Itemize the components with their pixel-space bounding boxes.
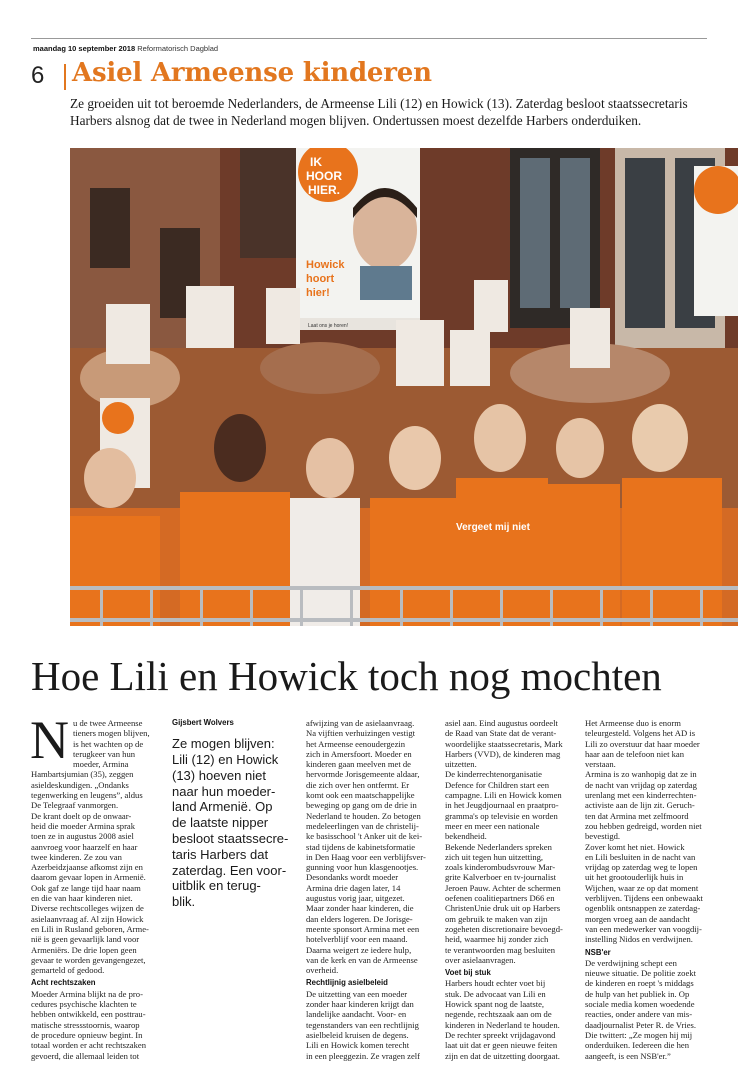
article-column-4 xyxy=(445,718,575,1061)
text-line: campagne. Lili en Howick komen xyxy=(445,790,562,801)
text-line: gevoerd, die allemaal leiden tot xyxy=(31,1050,140,1061)
text-line: De verdwijning schept een xyxy=(585,957,677,968)
text-line: uitblik en terug- xyxy=(172,878,261,894)
paragraph xyxy=(306,728,436,872)
text-line: en Lili besluiten in de nacht van xyxy=(585,851,696,862)
text-line: Zover komt het niet. Howick xyxy=(585,841,685,852)
text-line: kinderen in Nederland te houden. xyxy=(445,1019,560,1030)
text-line: afwijzing van de asielaanvraag. xyxy=(306,718,415,728)
paragraph xyxy=(445,842,575,966)
text-line: Die twittert: „Ze mogen hij mij xyxy=(585,1029,693,1040)
text-line: de procedure opnieuw begint. In xyxy=(31,1029,143,1040)
text-line: Harbers houdt echter voet bij xyxy=(445,978,546,989)
text-line: Desondanks wordt moeder xyxy=(306,872,399,883)
text-line: in een pleeggezin. Ze vragen zelf xyxy=(306,1050,421,1061)
text-line: uitzetten. xyxy=(445,759,477,770)
text-line: gunning voor hun klasgenootjes. xyxy=(306,862,419,873)
text-line: Daarna weigert ze iedere hulp, xyxy=(306,944,412,955)
text-line: overheid. xyxy=(306,965,339,976)
shirt-text: Vergeet mij niet xyxy=(456,522,530,533)
text-line: asiel aan. Eind augustus oordeelt xyxy=(445,718,558,728)
text-line: Ook gaf ze lange tijd haar naam xyxy=(31,882,141,893)
page-number: 6 xyxy=(31,62,45,89)
text-line: teleurgesteld. Volgens het AD is xyxy=(585,728,696,739)
text-line: activiste aan de lijn zit. Geruch- xyxy=(585,800,695,811)
text-line: zogeheten discretionaire bevoegd- xyxy=(445,923,563,934)
text-line: bevestigd. xyxy=(585,831,621,842)
text-line: toen ze in augustus 2008 asiel xyxy=(31,831,134,842)
text-line: om gebruik te maken van zijn xyxy=(445,913,548,924)
subheading: Rechtlijnig asielbeleid xyxy=(306,978,388,988)
text-line: Armeniërs. De drie lopen geen xyxy=(31,944,137,955)
text-line: twee kinderen. Ze zou van xyxy=(31,851,122,862)
text-line: zou hebben gedreigd, worden niet xyxy=(585,820,702,831)
text-line: augustus vorig jaar, uitgezet. xyxy=(306,893,405,904)
paragraph xyxy=(31,903,161,975)
text-line: ten dat Armina met zelfmoord xyxy=(585,810,689,821)
text-line: tegenwerking en leugens”, aldus xyxy=(31,790,143,801)
text-line: kinderen gaan meelven met de xyxy=(306,759,411,770)
text-line: de kinderen en roept 's middags xyxy=(585,978,694,989)
text-line: gemarteld of gedood. xyxy=(31,965,105,976)
paragraph xyxy=(445,718,575,769)
poster-line-3: HIER. xyxy=(308,183,341,197)
poster-slogan-1: Howick xyxy=(306,259,345,271)
text-line: hotelverblijf voor een maand. xyxy=(306,934,408,945)
text-line: Lili zo overstuur dat haar moeder xyxy=(585,738,700,749)
article-column-5 xyxy=(585,718,710,1061)
text-line: laat uit dat er geen nieuwe feiten xyxy=(445,1040,558,1051)
article-column-2 xyxy=(172,718,302,910)
text-line: blik. xyxy=(172,894,196,910)
text-line: ogenblik ontsnappen ze zaterdag- xyxy=(585,903,701,914)
text-line: Nederland te houden. Zo betogen xyxy=(306,810,421,821)
text-line: asielaanvraag af. Al zijn Howick xyxy=(31,913,144,924)
top-rule xyxy=(31,38,707,39)
paragraph xyxy=(585,718,710,769)
subheading: Acht rechtszaken xyxy=(31,978,96,988)
text-line: zich in Amersfoort. Moeder en xyxy=(306,748,412,759)
text-line: Jeroen Pauw. Achter de schermen xyxy=(445,882,561,893)
text-line: hervormde Jorisgemeente aldaar, xyxy=(306,769,420,780)
text-line: oefenen coalitiepartners D66 en xyxy=(445,893,555,904)
date: maandag 10 september 2018 xyxy=(33,44,136,53)
paragraph xyxy=(445,769,575,841)
poster-slogan-2: hoort xyxy=(306,273,335,285)
paragraph xyxy=(585,958,710,1061)
text-line: Hambartsjumian (35), zeggen xyxy=(31,769,134,780)
paragraph xyxy=(585,842,710,945)
text-line: en Lili in Rusland geboren, Arme- xyxy=(31,923,149,934)
text-line: de Raad van State dat de verant- xyxy=(445,728,557,739)
text-line: Het Armeense duo is enorm xyxy=(585,718,681,728)
text-line: (13) hoeven niet xyxy=(172,767,266,783)
text-line: te verantwoorden mag besluiten xyxy=(445,944,556,955)
byline: Gijsbert Wolvers xyxy=(172,718,234,727)
drop-cap: N xyxy=(30,710,69,770)
text-line: moeder, Armina xyxy=(73,759,129,770)
text-line: bekendheid. xyxy=(445,831,487,842)
text-line: haar aan de telefoon niet kan xyxy=(585,748,685,759)
text-line: meente sponsort Armina met een xyxy=(306,923,420,934)
section-kicker: Asiel Armeense kinderen xyxy=(72,58,432,88)
text-line: zijn en dat de uitzetting doorgaat. xyxy=(445,1050,560,1061)
text-line: in het Jeugdjournaal en praatpro- xyxy=(445,800,559,811)
poster-line-2: HOOR xyxy=(306,169,342,183)
text-line: daadjournalist Peter R. de Vries. xyxy=(585,1019,697,1030)
text-line: sociale media komen woedende xyxy=(585,999,695,1010)
text-line: stad tijdens de kabinetsformatie xyxy=(306,841,416,852)
text-line: Defence for Children start een xyxy=(445,779,550,790)
text-line: ke basisschool 't Anker uit de kei- xyxy=(306,831,423,842)
text-line: instelling Nidos en verdwijnen. xyxy=(585,934,693,945)
subheading: Voet bij stuk xyxy=(445,968,491,978)
poster-line-1: IK xyxy=(310,155,322,169)
text-line: Maar zonder haar kinderen, die xyxy=(306,903,414,914)
text-line: nieuwe situatie. De politie zoekt xyxy=(585,968,696,979)
text-line: aangeeft, is een NSB'er.” xyxy=(585,1050,671,1061)
headline: Hoe Lili en Howick toch nog mochten xyxy=(31,653,662,699)
text-line: Azerbeidzjaanse afkomst zijn en xyxy=(31,862,143,873)
text-line: heid die moeder Armina sprak xyxy=(31,820,136,831)
text-line: hebben ontwikkeld, een posttrau- xyxy=(31,1009,146,1020)
text-line: onderduiken. Iedereen die hen xyxy=(585,1040,690,1051)
text-line: woordelijke staatssecretaris, Mark xyxy=(445,738,563,749)
text-line: Ze mogen blijven: xyxy=(172,736,275,752)
text-line: asieldeskundigen. „Ondanks xyxy=(31,779,129,790)
text-line: beweging op gang om de drie in xyxy=(306,800,417,811)
text-line: De kinderrechtenorganisatie xyxy=(445,769,542,780)
text-line: tieners mogen blijven, xyxy=(73,728,150,739)
paragraph xyxy=(585,769,710,841)
article-column-3 xyxy=(306,718,436,1061)
text-line: Lili (12) en Howick xyxy=(172,752,279,768)
text-line: Lili en Howick komen terecht xyxy=(306,1040,410,1051)
lead-quote xyxy=(172,736,302,910)
text-line: van de kerk en van de Armeense xyxy=(306,954,418,965)
text-line: daarom gevaar lopen in Armenië. xyxy=(31,872,146,883)
paragraph xyxy=(306,989,436,1040)
poster-footer: Laat ons je horen! xyxy=(308,323,349,329)
text-line: de hulp van het publiek in. Op xyxy=(585,988,690,999)
paragraph xyxy=(306,718,436,728)
text-line: Armina drie dagen later, 14 xyxy=(306,882,401,893)
text-line: Na vijftien verhuizingen vestigt xyxy=(306,728,416,739)
text-line: landelijke aandacht. Voor- en xyxy=(306,1009,407,1020)
text-line: De rechter spreekt vrijdagavond xyxy=(445,1029,556,1040)
text-line: terugkeer van hun xyxy=(73,748,136,759)
text-line: Moeder Armina blijkt na de pro- xyxy=(31,988,143,999)
text-line: uit het grootouderlijk huis in xyxy=(585,872,684,883)
text-line: cedures psychische klachten te xyxy=(31,999,137,1010)
text-line: De Telegraaf vanmorgen. xyxy=(31,800,119,811)
text-line: urenlang met een kinderrechten- xyxy=(585,790,697,801)
text-line: taris Harbers dat xyxy=(172,846,269,862)
text-line: gevaar te worden gevangengezet, xyxy=(31,954,146,965)
text-line: zoals kinderombudsvrouw Mar- xyxy=(445,862,556,873)
text-line: totaal worden er acht rechtszaken xyxy=(31,1040,147,1051)
paragraph xyxy=(306,872,436,975)
text-line: naar hun moeder- xyxy=(172,783,276,799)
text-line: besloot staatssecre- xyxy=(172,831,289,847)
dateline xyxy=(33,44,218,53)
text-line: tegenstanders van een rechtlijnig xyxy=(306,1019,419,1030)
text-line: matische stressstoornis, waarop xyxy=(31,1019,140,1030)
text-line: Diverse rechtscolleges wijzen de xyxy=(31,903,144,914)
text-line: over asielaanvragen. xyxy=(445,954,516,965)
text-line: grite Kalverboer en tv-journalist xyxy=(445,872,556,883)
text-line: De uitzetting van een moeder xyxy=(306,988,408,999)
text-line: morgen vroeg aan de aandacht xyxy=(585,913,690,924)
text-line: het Armeense eenoudergezin xyxy=(306,738,406,749)
text-line: Armina is zo wanhopig dat ze in xyxy=(585,769,697,780)
text-line: asielbeleid kruisen de degens. xyxy=(306,1029,409,1040)
text-line: Wijchen, waar ze op dat moment xyxy=(585,882,699,893)
text-line: vrijdag op zaterdag weg te lopen xyxy=(585,862,698,873)
text-line: Howick spant nog de laatste, xyxy=(445,999,545,1010)
text-line: meer en meer een nationale xyxy=(445,820,540,831)
text-line: in Den Haag voor een verblijfsver- xyxy=(306,851,426,862)
text-line: negende, rechtszaak aan om de xyxy=(445,1009,552,1020)
text-line: Bekende Nederlanders spreken xyxy=(445,841,552,852)
poster-slogan-3: hier! xyxy=(306,287,330,299)
text-line: zaterdag. Een voor- xyxy=(172,862,287,878)
text-line: zich uit tegen hun uitzetting, xyxy=(445,851,544,862)
text-line: medeleerlingen van de christelij- xyxy=(306,820,419,831)
text-line: verblijven. Tijdens een onbewaakt xyxy=(585,893,703,904)
article-column-1 xyxy=(30,710,161,1061)
text-line: ChristenUnie druk uit op Harbers xyxy=(445,903,561,914)
text-line: dan elders logeren. De Jorisge- xyxy=(306,913,413,924)
text-line: de laatste nipper xyxy=(172,815,269,831)
text-line: van een medewerker van voogdij- xyxy=(585,923,702,934)
text-line: stuk. De advocaat van Lili en xyxy=(445,988,546,999)
newspaper-name: Reformatorisch Dagblad xyxy=(137,44,219,53)
text-line: verstaan. xyxy=(585,759,616,770)
intro-paragraph: Ze groeiden uit tot beroemde Nederlanders, de Armeense Lili (12) en Howick (13). Zaterdag besloot staatssecretaris Harbers alsnog dat de twee in Nederland mogen blijven. Ondertussen moest dezelfde Harbers onderduiken. xyxy=(70,96,688,128)
text-line: de nacht van vrijdag op zaterdag xyxy=(585,779,697,790)
text-line: heid, waarmee hij zonder zich xyxy=(445,934,549,945)
text-line: en die van haar kinderen niet. xyxy=(31,893,133,904)
paragraph xyxy=(445,978,575,1060)
text-line: land Armenië. Op xyxy=(172,799,273,815)
text-line: die zich over hen ontfermt. Er xyxy=(306,779,410,790)
news-photo xyxy=(70,148,738,626)
text-line: Harbers (VVD), de kinderen mag xyxy=(445,748,561,759)
subheading: NSB'er xyxy=(585,947,611,957)
text-line: u de twee Armeense xyxy=(73,718,143,728)
paragraph xyxy=(31,989,161,1061)
text-line: reacties, onder andere van mis- xyxy=(585,1009,693,1020)
text-line: is het wachten op de xyxy=(73,738,144,749)
text-line: De krant doelt op de onwaar- xyxy=(31,810,132,821)
paragraph xyxy=(31,811,161,904)
text-line: aanvroeg voor haarzelf en haar xyxy=(31,841,138,852)
text-line: nië is geen gevaarlijk land voor xyxy=(31,934,140,945)
kicker-bar xyxy=(64,64,66,90)
text-line: gramma's op televisie en worden xyxy=(445,810,558,821)
paragraph xyxy=(306,1040,436,1061)
text-line: zonder haar kinderen krijgt dan xyxy=(306,999,414,1010)
text-line: komt ook een maatschappelijke xyxy=(306,790,415,801)
